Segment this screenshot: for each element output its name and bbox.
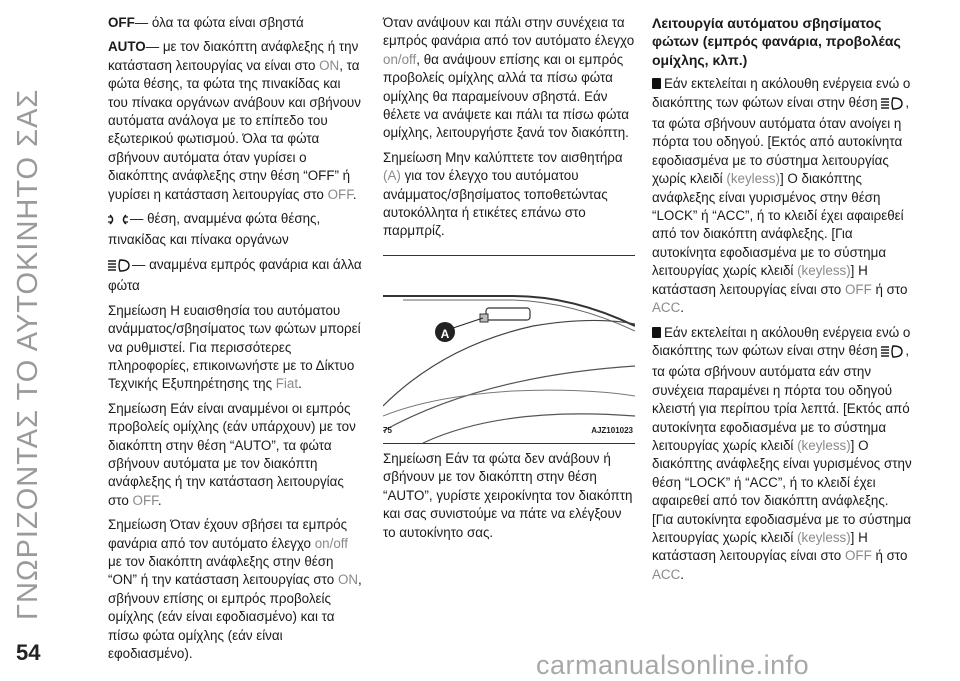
note3-text: Σημείωση Όταν έχουν σβήσει τα εμπρός φανάρια από τον αυτόματο έλεγχο xyxy=(108,517,348,551)
col2-p1-onoff: on/off xyxy=(383,51,417,67)
col2-p2-text: Σημείωση Μην καλύπτετε τον αισθητήρα xyxy=(383,149,623,165)
col3-b1b: , τα φώτα σβήνουν αυτόματα όταν ανοίγει η πόρτα του οδηγού. [Εκτός από αυτοκίνητα εφοδιασμένα με το σύστημα λειτουργίας χωρίς κλειδί xyxy=(652,94,910,187)
col2-p2-a: (A) xyxy=(383,168,401,184)
col3-b1-acc: ACC xyxy=(652,300,681,316)
col3-bullet1 xyxy=(652,75,912,317)
side-title-text: ΓΝΩΡΙΖΟΝΤΑΣ ΤΟ ΑΥΤΟΚΙΝΗΤΟ ΣΑΣ xyxy=(12,88,44,620)
figure-number: 75 xyxy=(383,426,392,436)
col3-b1d: ] Η κατάσταση λειτουργίας είναι στο xyxy=(652,263,868,297)
note1-end: . xyxy=(298,376,302,392)
col3-b2a: Εάν εκτελείται η ακόλουθη ενέργεια ενώ ο διακόπτης των φώτων είναι στην θέση xyxy=(652,324,911,358)
bullet-icon xyxy=(652,327,661,338)
col3-b2e: ή στο xyxy=(871,548,908,564)
col3-b2-off: OFF xyxy=(844,548,872,564)
page-number: 54 xyxy=(16,640,41,665)
col2-p3-text: Σημείωση Εάν τα φώτα δεν ανάβουν ή σβήνουν με τον διακόπτη στην θέση “AUTO”, γυρίστε χειροκίνητα τον διακόπτη και σας συνιστούμε να πάτε να ελέγξουν το αυτοκίνητο σας. xyxy=(383,450,633,540)
col3-b1c: ] Ο διακόπτης ανάφλεξης είναι γυρισμένος στην θέση “LOCK” ή “ACC”, ή το κλειδί έχει αφαιρεθεί από τον διακόπτη ανάφλεξης. [Για αυτοκίνητα εφοδιασμένα με το σύστημα λειτουργίας χωρίς κλειδί xyxy=(652,171,904,279)
auto-text2: , τα φώτα θέσης, τα φώτα της πινακίδας και του πίνακα οργάνων ανάβουν και σβήνουν αυτόματα ανάλογα με το επίπεδο του εξωτερικού φωτισμού. Όλα τα φώτα σβήνουν αυτόματα όταν γυρίσει ο διακόπτης ανάφλεξης στην θέση “OFF” ή γυρίσει η κατάσταση λειτουργίας στο xyxy=(108,57,361,202)
note3-b: με τον διακόπτη ανάφλεξης στην θέση “ON” ή την κατάσταση λειτουργίας στο xyxy=(108,553,338,588)
auto-on: ON xyxy=(319,57,340,73)
column-3 xyxy=(652,14,912,590)
col3-b1a: Εάν εκτελείται η ακόλουθη ενέργεια ενώ ο διακόπτης των φώτων είναι στην θέση xyxy=(652,76,911,110)
col2-p1b: , θα ανάψουν επίσης και οι εμπρός προβολείς ομίχλης αλλά τα πίσω φώτα ομίχλης θα παραμείνουν σβηστά. Εάν θέλετε να ανάψετε και πάλι τα πίσω φώτα ομίχλης, λειτουργήστε ξανά τον διακόπτη. xyxy=(383,51,630,141)
headlamp-paragraph xyxy=(108,256,362,296)
col2-p1 xyxy=(383,14,635,143)
headlamp-icon xyxy=(881,97,903,115)
figure-marker-a: A xyxy=(440,326,450,341)
col2-p2b: για τον έλεγχο του αυτόματου ανάμματος/σβησίματος τοποθετώντας αυτοκόλλητα ή ετικέτες επάνω στο παρμπρίζ. xyxy=(383,168,608,239)
off-label: OFF xyxy=(108,15,135,30)
parking-paragraph xyxy=(108,210,362,250)
note3-onoff: on/off xyxy=(314,535,348,551)
auto-end: . xyxy=(352,186,357,202)
col3-b2-keyless2: (keyless) xyxy=(797,529,851,545)
col3-heading: Λειτουργία αυτόματου σβησίματος φώτων (εμπρός φανάρια, προβολέας ομίχλης, κλπ.) xyxy=(652,15,901,68)
watermark: carmanualsonline.info xyxy=(536,650,810,680)
col2-p2 xyxy=(383,149,635,241)
note2-end: . xyxy=(157,492,162,508)
col2-p3 xyxy=(383,450,635,542)
windshield-illustration xyxy=(383,256,635,443)
headlamp-icon xyxy=(881,345,903,363)
auto-paragraph xyxy=(108,38,362,204)
note2-text: Σημείωση Εάν είναι αναμμένοι οι εμπρός προβολείς ομίχλης (εάν υπάρχουν) με τον διακόπτη στην θέση “AUTO”, τα φώτα σβήνουν αυτόματα με τον διακόπτη ανάφλεξης ή την κατάσταση λειτουργίας στο xyxy=(108,400,356,508)
note2-paragraph xyxy=(108,400,362,510)
note3-paragraph xyxy=(108,516,362,663)
col3-b2b: , τα φώτα σβήνουν αυτόματα εάν στην συνέχεια παραμένει η πόρτα του οδηγού κλειστή για περίπου τρία λεπτά. [Εκτός από αυτοκίνητα εφοδιασμένα με το σύστημα λειτουργίας χωρίς κλειδί xyxy=(652,342,910,453)
col3-bullet2 xyxy=(652,324,912,585)
col3-b1-keyless: (keyless) xyxy=(726,171,780,187)
auto-off: OFF xyxy=(327,186,353,202)
column-2 xyxy=(383,14,635,548)
col3-b2-keyless: (keyless) xyxy=(797,437,851,453)
note2-off: OFF xyxy=(132,492,158,508)
off-paragraph xyxy=(108,14,362,32)
note3-c: , σβήνουν επίσης οι εμπρός προβολείς ομίχλης (εάν είναι εφοδιασμένο) και τα πίσω φώτα ομίχλης (εάν είναι εφοδιασμένο). xyxy=(108,572,362,661)
col2-p1a: Όταν ανάψουν και πάλι στην συνέχεια τα εμπρός φανάρια από τον αυτόματο έλεγχο xyxy=(383,15,635,49)
windshield-sensor-figure xyxy=(383,255,635,444)
col3-b2c: ] Ο διακόπτης ανάφλεξης είναι γυρισμένος στην θέση “LOCK” ή “ACC”, ή το κλειδί έχει αφαιρεθεί από τον διακόπτη ανάφλεξης. [Για αυτοκίνητα εφοδιασμένα με το σύστημα λειτουργίας χωρίς κλειδί xyxy=(652,437,912,545)
col3-b2d: ] Η κατάσταση λειτουργίας είναι στο xyxy=(652,529,868,564)
figure-code: AJZ101023 xyxy=(591,426,633,436)
parking-text: — θέση, αναμμένα φώτα θέσης, πινακίδας και πίνακα οργάνων xyxy=(108,211,321,248)
note3-on: ON xyxy=(337,572,359,588)
off-text: — όλα τα φώτα είναι σβηστά xyxy=(134,15,304,30)
side-title xyxy=(8,20,48,620)
auto-label: AUTO xyxy=(108,39,146,55)
headlamp-text: — αναμμένα εμπρός φανάρια και άλλα φώτα xyxy=(108,256,362,294)
headlamp-icon xyxy=(108,259,130,277)
col3-b1e: ή στο xyxy=(871,281,908,297)
parking-lights-icon xyxy=(108,213,128,231)
col3-b1-off: OFF xyxy=(844,281,872,297)
auto-text: — με τον διακόπτη ανάφλεξης ή την κατάσταση λειτουργίας να είναι στο xyxy=(108,39,359,73)
note1-fiat: Fiat xyxy=(275,376,299,392)
col3-b1-keyless2: (keyless) xyxy=(797,263,851,279)
note1-paragraph xyxy=(108,302,362,394)
col3-b2-acc: ACC xyxy=(652,566,681,582)
bullet-icon xyxy=(652,78,661,89)
col3-b1f: . xyxy=(680,300,685,316)
col3-b2f: . xyxy=(680,566,685,582)
note1-text: Σημείωση Η ευαισθησία του αυτόματου ανάμματος/σβησίματος των φώτων μπορεί να ρυθμιστεί. Για περισσότερες πληροφορίες, επικοινωνήστε με το Δίκτυο Τεχνικής Εξυπηρέτησης της xyxy=(108,302,361,392)
column-1 xyxy=(108,14,362,669)
